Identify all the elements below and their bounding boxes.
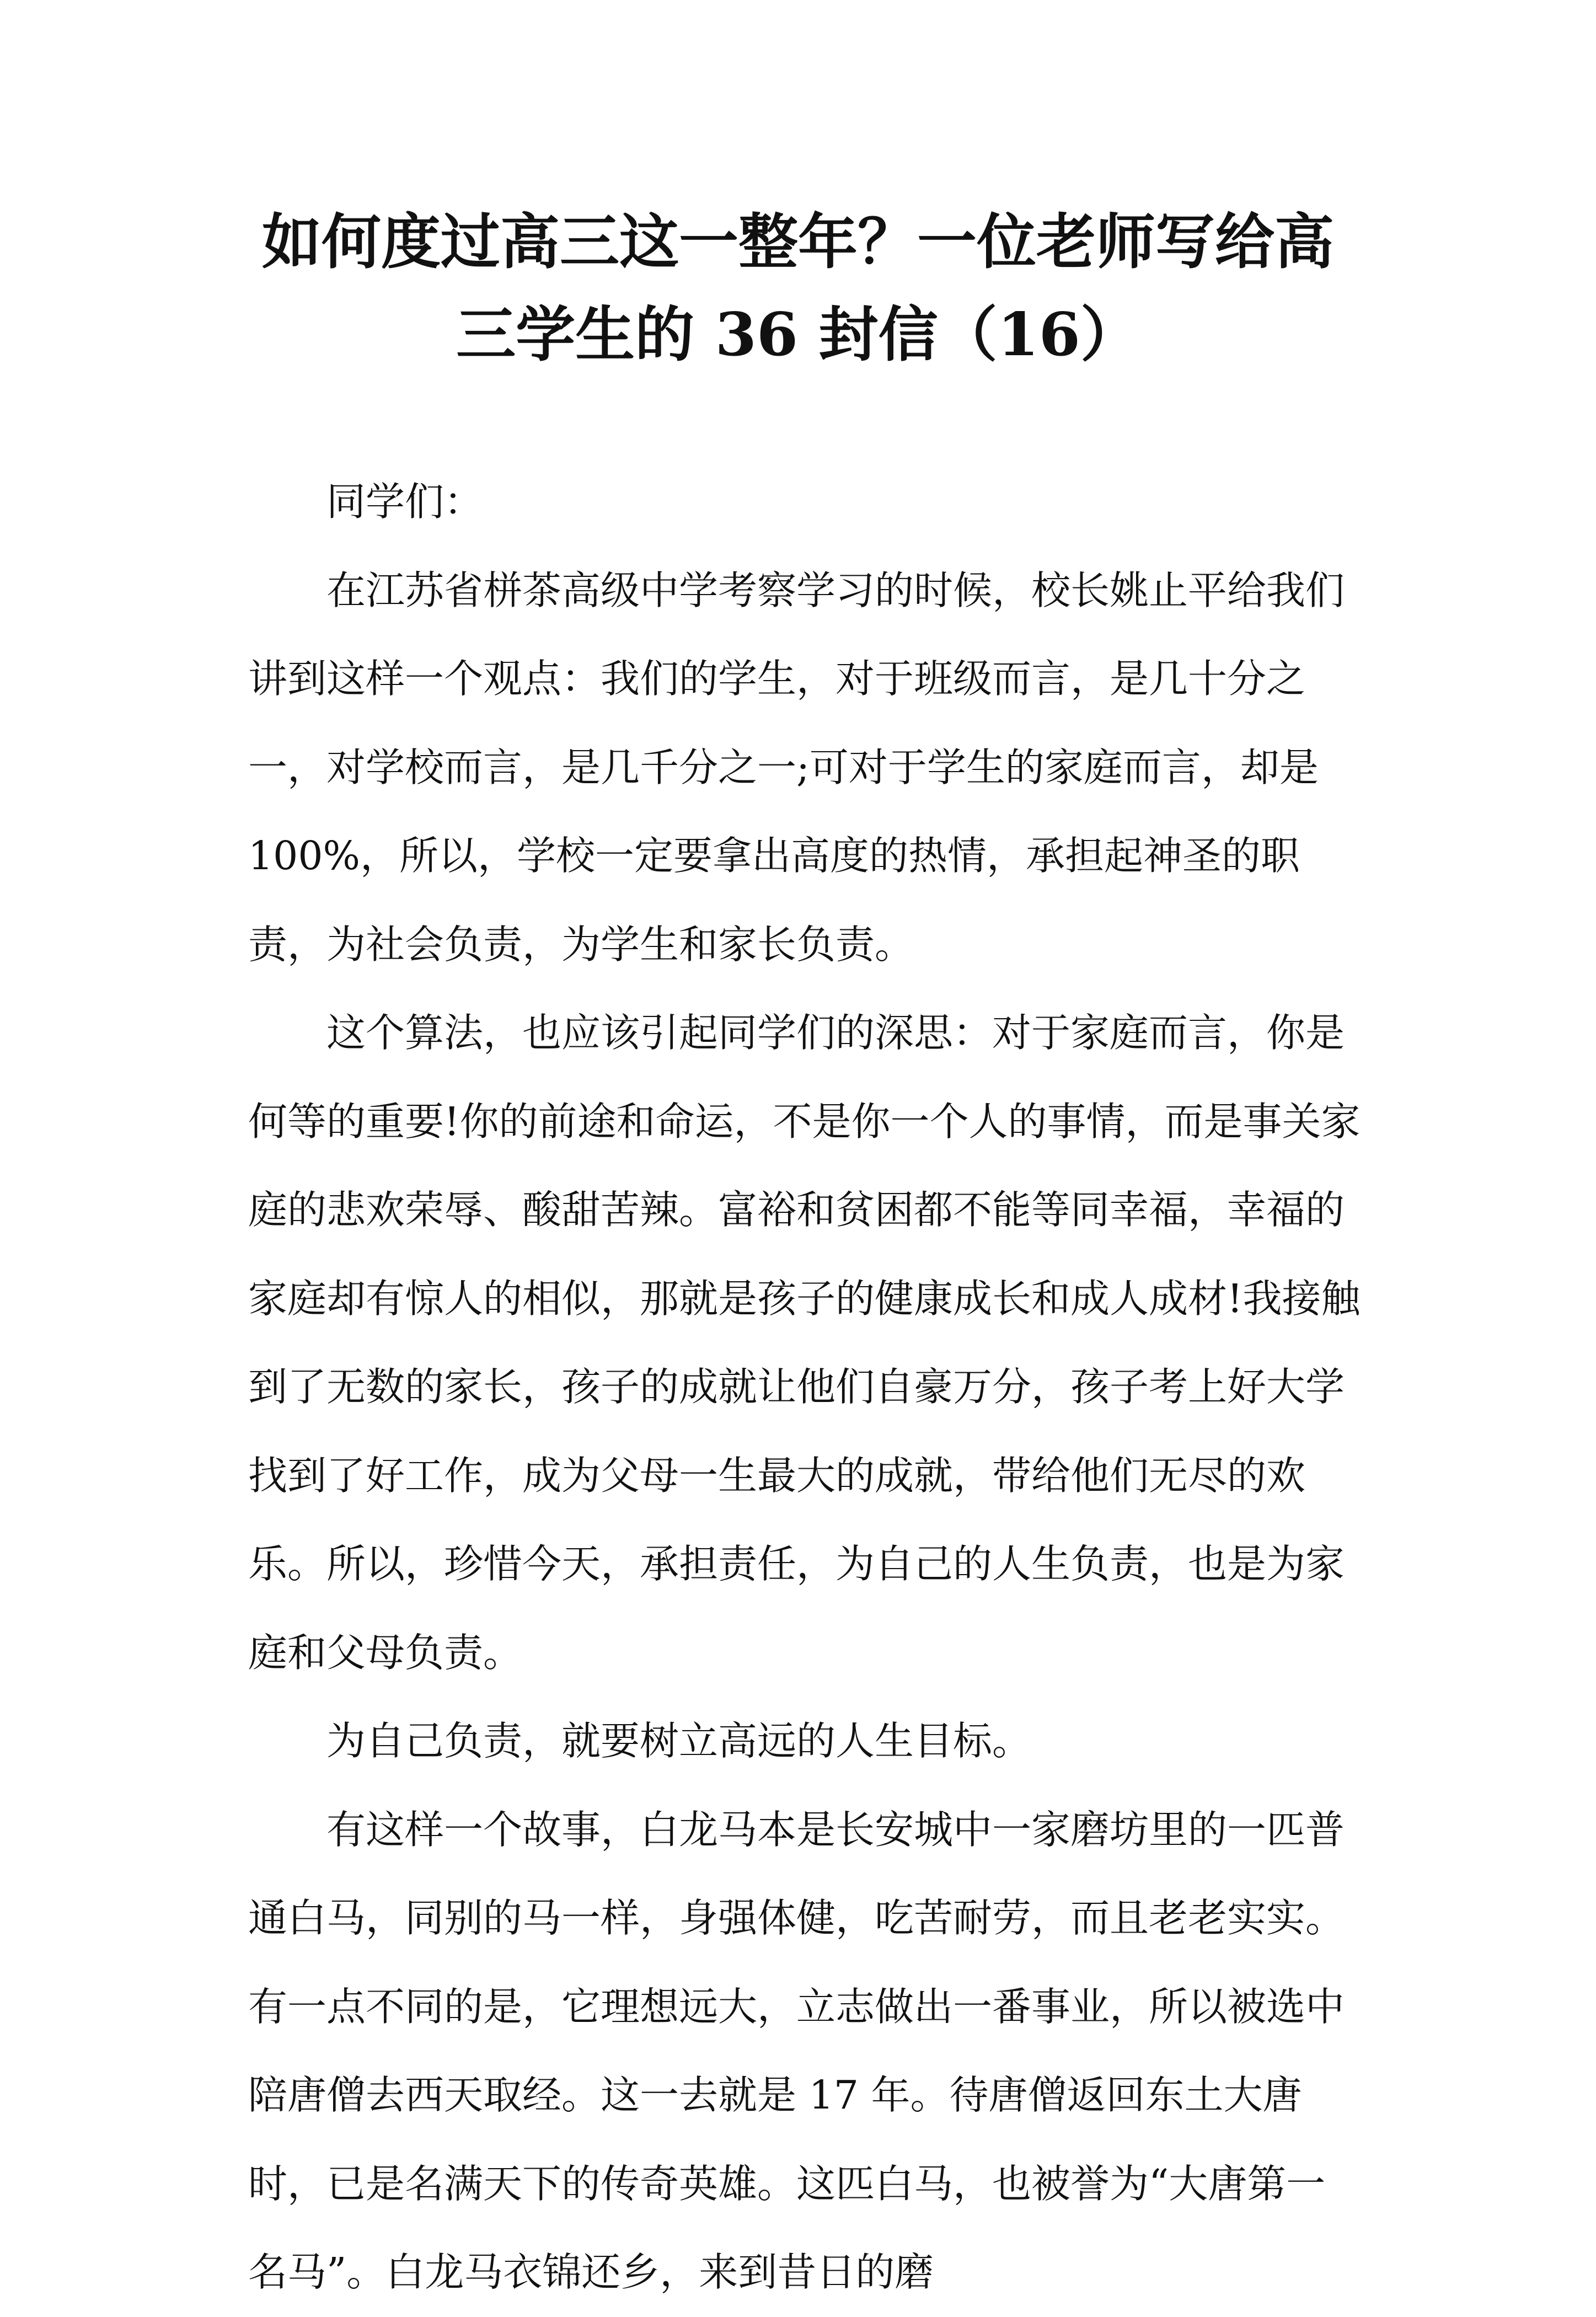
title-line-1: 如何度过高三这一整年？一位老师写给高 (261, 207, 1334, 277)
greeting: 同学们： (326, 479, 484, 525)
paragraph-4: 有这样一个故事，白龙马本是长安城中一家磨坊里的一匹普通白马，同别的马一样，身强体健，吃苦耐劳，而且老老实实。有一点不同的是，它理想远大，立志做出一番事业，所以被选中陪唐僧去西天取经。这一去就是 17 年。待唐僧返回东土大唐时，已是名满天下的传奇英雄。这匹白马，也被誉为“大唐第一名马”。白龙马衣锦还乡，来到昔日的磨 (248, 1806, 1345, 2295)
document-title (210, 196, 1386, 381)
title-line-2: 三学生的 36 封信（16） (456, 300, 1140, 370)
paragraph-1: 在江苏省栟茶高级中学考察学习的时候，校长姚止平给我们讲到这样一个观点：我们的学生，对于班级而言，是几十分之一，对学校而言，是几千分之一;可对于学生的家庭而言，却是100%，所以，学校一定要拿出高度的热情，承担起神圣的职责，为社会负责，为学生和家长负责。 (248, 567, 1345, 967)
document-body (248, 458, 1362, 2317)
paragraph-2: 这个算法，也应该引起同学们的深思：对于家庭而言，你是何等的重要!你的前途和命运，不是你一个人的事情，而是事关家庭的悲欢荣辱、酸甜苦辣。富裕和贫困都不能等同幸福，幸福的家庭却有惊人的相似，那就是孩子的健康成长和成人成材!我接触到了无数的家长，孩子的成就让他们自豪万分，孩子考上好大学找到了好工作，成为父母一生最大的成就，带给他们无尽的欢乐。所以，珍惜今天，承担责任，为自己的人生负责，也是为家庭和父母负责。 (248, 1010, 1361, 1676)
paragraph-3: 为自己负责，就要树立高远的人生目标。 (326, 1718, 1032, 1764)
